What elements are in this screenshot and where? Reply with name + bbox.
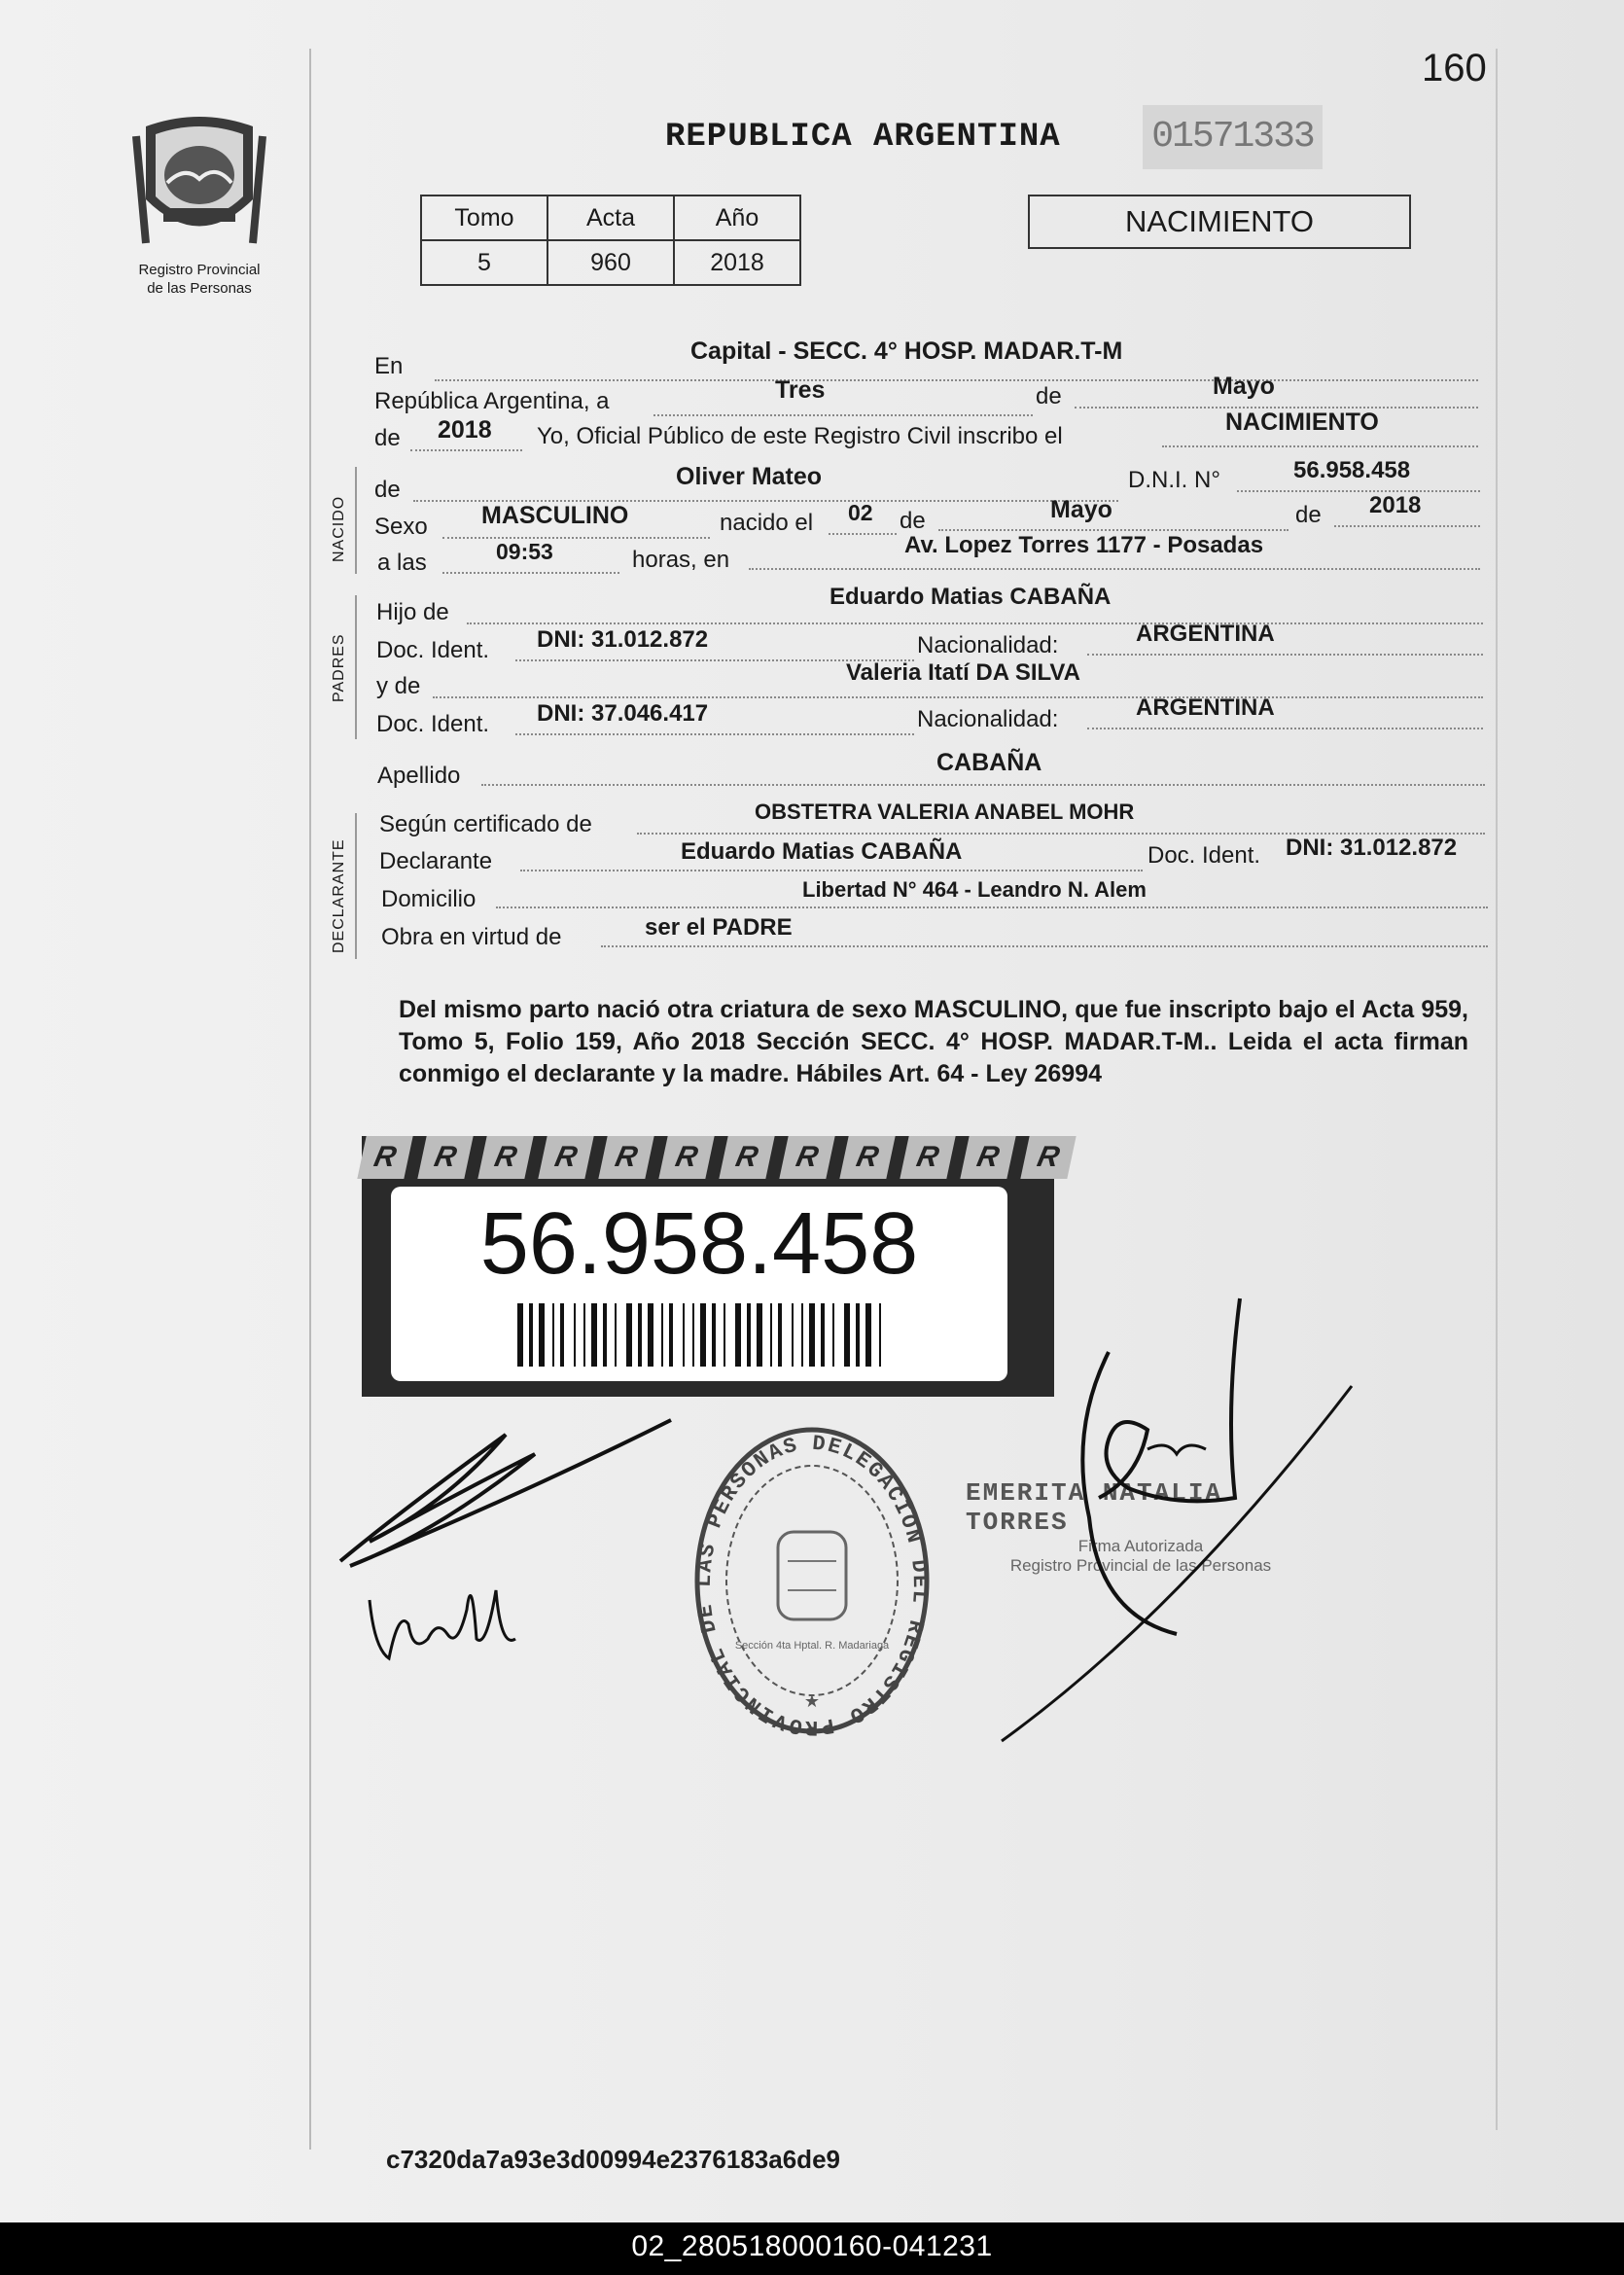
strip-letter: R — [719, 1136, 774, 1179]
barcode-bar — [683, 1303, 685, 1367]
barcode-bar — [669, 1303, 673, 1367]
dni-label: D.N.I. N° — [1128, 467, 1220, 493]
registry-header-row — [421, 196, 800, 240]
certificado-label: Según certificado de — [379, 811, 592, 837]
dotted-line — [496, 906, 1488, 908]
declarante-label: Declarante — [379, 848, 493, 874]
left-margin-line — [309, 49, 311, 2150]
father-name-value: Eduardo Matias CABAÑA — [830, 584, 1112, 610]
horas-en-label: horas, en — [632, 547, 730, 573]
dotted-line — [601, 945, 1488, 947]
dni-sticker — [362, 1136, 1063, 1397]
barcode-bar — [517, 1303, 523, 1367]
padres-section-label: PADRES — [331, 633, 347, 702]
certificado-value: OBSTETRA VALERIA ANABEL MOHR — [755, 800, 1135, 824]
right-signature — [982, 1294, 1361, 1741]
document-title: REPUBLICA ARGENTINA — [665, 119, 1061, 156]
barcode-bar — [648, 1303, 653, 1367]
logo-caption-line1: Registro Provincial — [138, 262, 261, 278]
birth-day-value: 02 — [848, 500, 873, 525]
barcode-bar — [603, 1303, 607, 1367]
dotted-line — [653, 414, 1033, 416]
dotted-line — [1237, 490, 1480, 492]
declarante-doc-label: Doc. Ident. — [1147, 842, 1261, 869]
barcode-bar — [591, 1303, 597, 1367]
domicilio-label: Domicilio — [381, 886, 477, 912]
yo-label: Yo, Oficial Público de este Registro Civil inscribo el — [537, 423, 1063, 449]
dni-value: 56.958.458 — [1293, 457, 1411, 483]
sticker-number: 56.958.458 — [479, 1195, 919, 1293]
signature-text: Valezl — [379, 1600, 537, 1661]
barcode-bar — [615, 1303, 617, 1367]
dotted-line — [467, 622, 1483, 624]
barcode-bar — [574, 1303, 576, 1367]
barcode-bar — [539, 1303, 545, 1367]
mother-nat-label: Nacionalidad: — [917, 706, 1059, 732]
dotted-line — [442, 537, 710, 539]
barcode-bar — [809, 1303, 815, 1367]
domicilio-value: Libertad N° 464 - Leandro N. Alem — [802, 877, 1147, 902]
declarante-doc-value: DNI: 31.012.872 — [1286, 835, 1458, 861]
barcode-bar — [529, 1303, 533, 1367]
barcode-bar — [700, 1303, 706, 1367]
official-stamp — [681, 1415, 943, 1746]
strip-letter: R — [477, 1136, 533, 1179]
serial-number: 01571333 — [1143, 105, 1323, 169]
registry-header-acta: Acta — [547, 196, 674, 240]
act-value: NACIMIENTO — [1225, 409, 1379, 436]
obra-value: ser el PADRE — [645, 914, 793, 941]
de-label: de — [1036, 383, 1062, 409]
barcode-bar — [583, 1303, 585, 1367]
barcode-bar — [692, 1303, 694, 1367]
obra-label: Obra en virtud de — [381, 924, 562, 950]
registry-value-tomo: 5 — [421, 240, 547, 285]
sexo-label: Sexo — [374, 514, 428, 540]
strip-letter: R — [839, 1136, 895, 1179]
dotted-line — [442, 572, 619, 574]
sticker-label — [391, 1187, 1007, 1381]
barcode-bar — [560, 1303, 564, 1367]
barcode-bar — [626, 1303, 632, 1367]
barcode-icon — [517, 1303, 887, 1367]
strip-letter: R — [538, 1136, 593, 1179]
dotted-line — [749, 568, 1480, 570]
barcode-bar — [770, 1303, 772, 1367]
sexo-value: MASCULINO — [481, 502, 629, 529]
document-hash: c7320da7a93e3d00994e2376183a6de9 — [386, 2145, 840, 2174]
strip-letter: R — [960, 1136, 1015, 1179]
officer-name: EMERITA NATALIA TORRES — [966, 1478, 1223, 1537]
padres-bracket — [355, 595, 357, 739]
birth-month-value: Mayo — [1050, 496, 1112, 523]
strip-letter: R — [1020, 1136, 1076, 1179]
act-type-box: NACIMIENTO — [1028, 195, 1411, 249]
barcode-bar — [792, 1303, 794, 1367]
month-value: Mayo — [1213, 373, 1275, 400]
barcode-bar — [778, 1303, 782, 1367]
logo-caption — [102, 261, 297, 298]
registry-value-acta: 960 — [547, 240, 674, 285]
barcode-bar — [661, 1303, 663, 1367]
logo-caption-line2: de las Personas — [147, 280, 252, 297]
dotted-line — [481, 784, 1485, 786]
stamp-inner-text: Sección 4ta Hptal. R. Madariaga — [734, 1640, 890, 1652]
barcode-bar — [879, 1303, 881, 1367]
mother-nat-value: ARGENTINA — [1136, 694, 1275, 721]
birth-note: Del mismo parto nació otra criatura de sexo MASCULINO, que fue inscripto bajo el Acta 959, Tomo 5, Folio 159, Año 2018 Sección SECC. 4° HOSP. MADAR.T-M.. Leida el acta firman conmigo el declarante y la madre. Hábiles Art. 64 - Ley 26994 — [399, 996, 1468, 1087]
registry-table — [420, 195, 801, 286]
declarante-value: Eduardo Matias CABAÑA — [681, 838, 963, 865]
page-number: 160 — [1422, 47, 1487, 89]
barcode-bar — [801, 1303, 803, 1367]
de2-label: de — [374, 425, 401, 451]
footer-filename: 02_280518000160-041231 — [631, 2230, 993, 2262]
left-signature — [331, 1415, 690, 1678]
barcode-bar — [832, 1303, 834, 1367]
mother-doc-value: DNI: 37.046.417 — [537, 700, 709, 727]
svg-text:★: ★ — [803, 1691, 821, 1711]
dotted-line — [520, 870, 1143, 871]
registry-value-row — [421, 240, 800, 285]
mother-doc-label: Doc. Ident. — [376, 711, 490, 737]
barcode-bar — [821, 1303, 825, 1367]
barcode-bar — [856, 1303, 860, 1367]
father-doc-value: DNI: 31.012.872 — [537, 626, 709, 653]
officer-org: Registro Provincial de las Personas — [1009, 1556, 1272, 1575]
a-las-label: a las — [377, 550, 427, 576]
strip-letter: R — [598, 1136, 653, 1179]
father-nat-label: Nacionalidad: — [917, 632, 1059, 658]
en-label: En — [374, 353, 404, 379]
dotted-line — [1087, 654, 1483, 656]
declarante-section-label: DECLARANTE — [331, 838, 347, 953]
right-margin-line — [1496, 49, 1498, 2130]
day-value: Tres — [775, 376, 826, 404]
registry-header-tomo: Tomo — [421, 196, 547, 240]
strip-letter: R — [357, 1136, 412, 1179]
sticker-strip — [362, 1136, 1063, 1179]
republica-label: República Argentina, a — [374, 388, 610, 414]
hijo-de-label: Hijo de — [376, 599, 449, 625]
year-value: 2018 — [438, 416, 492, 444]
officer-title: Firma Autorizada — [1077, 1537, 1204, 1555]
birth-year-value: 2018 — [1369, 492, 1422, 518]
barcode-bar — [724, 1303, 725, 1367]
dotted-line — [515, 733, 914, 735]
dotted-line — [829, 533, 897, 535]
dotted-line — [435, 379, 1478, 381]
declarante-bracket — [355, 813, 357, 959]
strip-letter: R — [900, 1136, 955, 1179]
strip-letter: R — [417, 1136, 473, 1179]
child-name-value: Oliver Mateo — [676, 463, 823, 490]
mother-name-value: Valeria Itatí DA SILVA — [846, 659, 1080, 686]
dotted-line — [410, 449, 522, 451]
dotted-line — [938, 529, 1289, 531]
nacido-el-label: nacido el — [720, 510, 814, 536]
nacido-bracket — [355, 467, 357, 574]
father-doc-label: Doc. Ident. — [376, 637, 490, 663]
nacido-de3-label: de — [1295, 502, 1322, 528]
nacido-de2-label: de — [900, 508, 926, 534]
dotted-line — [433, 696, 1483, 698]
barcode-bar — [712, 1303, 716, 1367]
barcode-bar — [747, 1303, 751, 1367]
barcode-bar — [865, 1303, 871, 1367]
barcode-bar — [844, 1303, 850, 1367]
strip-letter: R — [658, 1136, 714, 1179]
nacido-de-label: de — [374, 477, 401, 503]
barcode-bar — [638, 1303, 642, 1367]
registry-value-ano: 2018 — [674, 240, 800, 285]
hora-value: 09:53 — [496, 539, 553, 564]
province-crest-icon — [126, 107, 272, 253]
dotted-line — [1087, 728, 1483, 729]
barcode-bar — [735, 1303, 741, 1367]
nacido-section-label: NACIDO — [331, 495, 347, 562]
stamp-ring-text: DELEGACION DEL REGISTRO PROVINCIAL DE LAS PERSONAS — [691, 1431, 933, 1740]
father-nat-value: ARGENTINA — [1136, 621, 1275, 647]
birth-place-value: Av. Lopez Torres 1177 - Posadas — [904, 532, 1264, 558]
en-value: Capital - SECC. 4° HOSP. MADAR.T-M — [690, 338, 1123, 365]
dotted-line — [1162, 445, 1478, 447]
registry-header-ano: Año — [674, 196, 800, 240]
y-de-label: y de — [376, 673, 421, 699]
apellido-value: CABAÑA — [936, 749, 1042, 776]
barcode-bar — [757, 1303, 762, 1367]
dotted-line — [1334, 525, 1480, 527]
strip-letter: R — [779, 1136, 834, 1179]
barcode-bar — [552, 1303, 554, 1367]
apellido-label: Apellido — [377, 763, 461, 789]
